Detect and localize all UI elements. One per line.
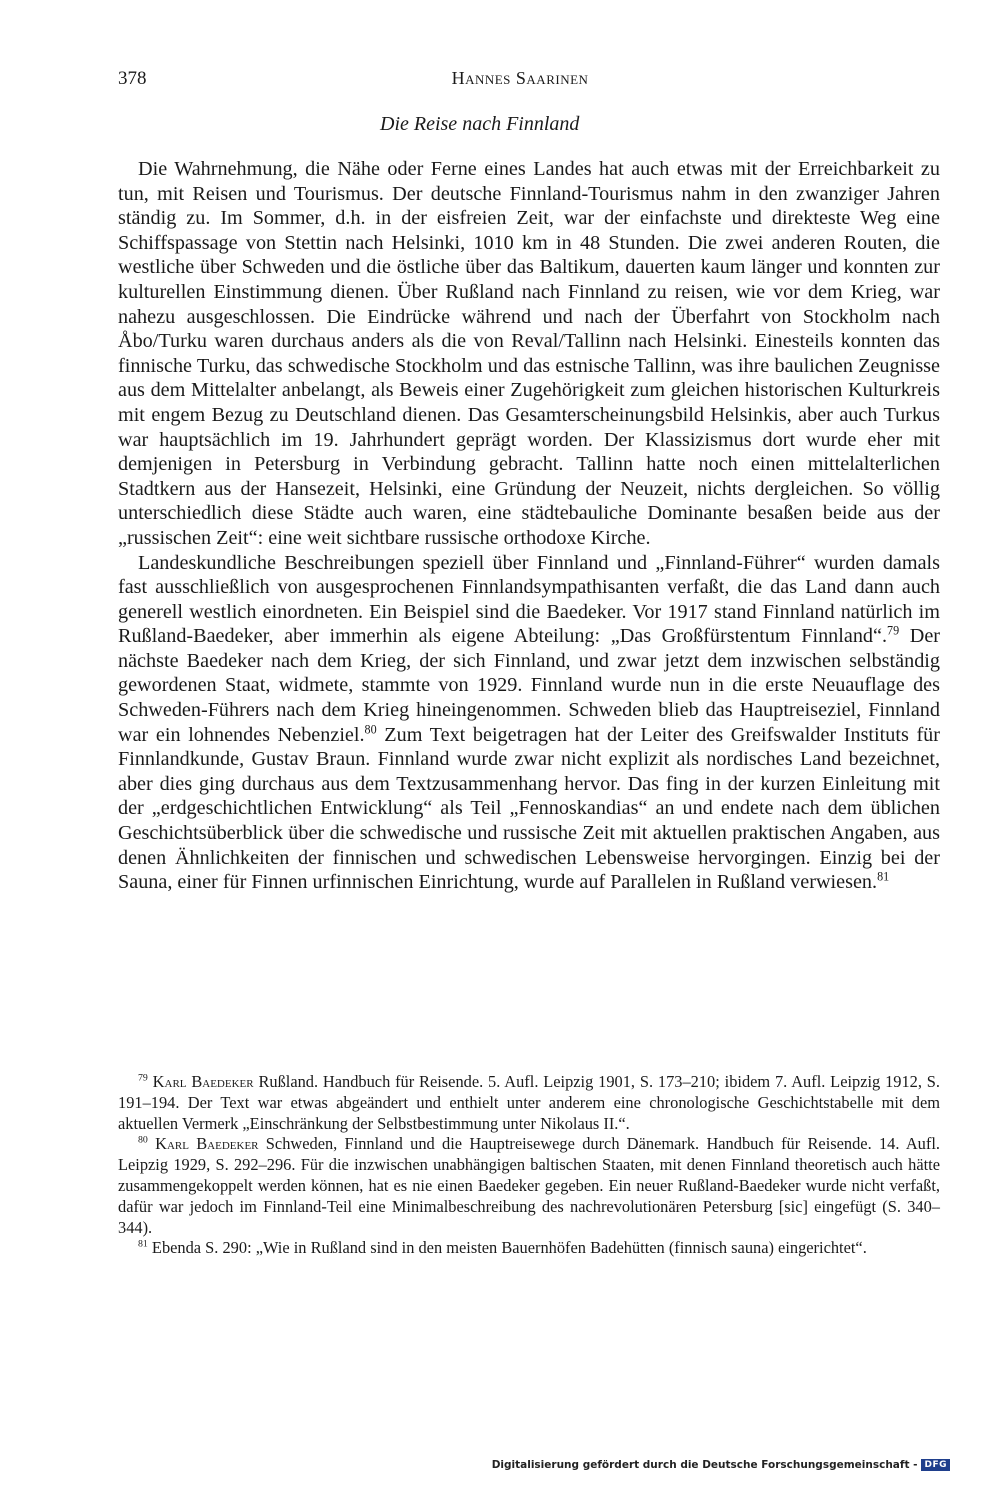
footnote-author: Karl Baedeker [152,1072,254,1091]
footnote-number: 79 [138,1072,148,1084]
paragraph-text: Der nächste Baedeker nach dem Krieg, der sich Finnland, und zwar jetzt dem inzwischen selbständig gewordenen Staat, widmete, stammte von 1929. Finnland wurde nun in die erste Neuauflage des Schweden-Führers nach dem Krieg hineingenommen. Schweden blieb das Hauptreiseziel, Finnland war ein lohnendes Nebenziel. [118,625,940,746]
footnote-ref[interactable]: 81 [877,869,890,884]
footnotes [118,1072,940,1259]
paragraph [118,551,940,895]
footnote [118,1072,940,1134]
page-number: 378 [118,68,147,89]
footnote-text: Ebenda S. 290: „Wie in Rußland sind in den meisten Bauernhöfen Badehütten (finnisch sauna) eingerichtet“. [147,1238,867,1258]
running-head: Hannes Saarinen [451,68,589,88]
footnote [118,1238,940,1259]
footnote-text: Schweden, Finnland und die Hauptreisewege durch Dänemark. Handbuch für Reisende. 14. Aufl. Leipzig 1929, S. 292–296. Für die inzwischen unabhängigen baltischen Staaten, mit denen Finnland theoretisch auch hätte zusammengekoppelt werden können, hat es nie einen Baedeker gegeben. Ein neuer Rußland-Baedeker wurde nicht verfaßt, dafür war jedoch im Finnland-Teil eine Minimalbeschreibung des nachrevolutionären Petersburg [sic] eingefügt (S. 340–344). [118,1134,940,1237]
digitization-note [492,1459,950,1471]
paragraph-text: Landeskundliche Beschreibungen speziell über Finnland und „Finnland-Führer“ wurden damals fast ausschließlich von ausgesprochenen Finnlandsympathisanten verfaßt, die das Land dann auch generell westlich einordneten. Ein Beispiel sind die Baedeker. Vor 1917 stand Finnland natürlich im Rußland-Baedeker, aber immerhin als eigene Abteilung: „Das Großfürstentum Finnland“. [118,551,940,648]
dfg-logo: DFG [921,1459,950,1471]
footnote-author: Karl Baedeker [155,1134,259,1154]
body-text [118,157,940,895]
footnote-number: 81 [138,1238,148,1250]
paragraph-text: Zum Text beigetragen hat der Leiter des Greifswalder Instituts für Finnlandkunde, Gustav Braun. Finnland wurde zwar nicht explizit als nordisches Land bezeichnet, aber dies ging durchaus aus dem Textzusammenhang hervor. Das fing in der kurzen Einleitung mit der „erdgeschichtlichen Entwicklung“ als Teil „Fennoskandias“ an und endete nach dem üblichen Geschichtsüberblick über die schwedische und russische Zeit mit aktuellen praktischen Angaben, aus denen Ähnlichkeiten der finnischen und schwedischen Lebensweise hervorgingen. Einzig bei der Sauna, einer für Finnen urfinnischen Einrichtung, wurde auf Parallelen in Rußland verwiesen. [118,723,940,894]
footnote [118,1134,940,1238]
digitization-text: Digitalisierung gefördert durch die Deutsche Forschungsgemeinschaft - [491,1459,918,1471]
footnote-ref[interactable]: 79 [887,623,900,638]
section-heading: Die Reise nach Finnland [380,113,580,135]
footnote-text: Rußland. Handbuch für Reisende. 5. Aufl. Leipzig 1901, S. 173–210; ibidem 7. Aufl. Leipzig 1912, S. 191–194. Der Text war etwas abgeändert und enthielt unter anderem eine chronologische Geschichtstabelle mit dem aktuellen Vermerk „Einschränkung der Selbstbestimmung unter Nikolaus II.“. [118,1072,940,1133]
footnote-ref[interactable]: 80 [364,721,377,736]
paragraph: Die Wahrnehmung, die Nähe oder Ferne eines Landes hat auch etwas mit der Erreichbarkeit zu tun, mit Reisen und Tourismus. Der deutsche Finnland-Tourismus nahm in den zwanziger Jahren ständig zu. Im Sommer, d.h. in der eisfreien Zeit, war der einfachste und direkteste Weg eine Schiffspassage von Stettin nach Helsinki, 1010 km in 48 Stunden. Die zwei anderen Routen, die westliche über Schweden und die östliche über das Baltikum, dauerten kaum länger und konnten zur kulturellen Einstimmung dienen. Über Rußland nach Finnland zu reisen, wie vor dem Krieg, war nahezu ausgeschlossen. Die Eindrücke während und nach der Überfahrt von Stockholm nach Åbo/Turku waren durchaus anders als die von Reval/Tallinn nach Helsinki. Einesteils konnten das finnische Turku, das schwedische Stockholm und das estnische Tallinn, was ihre baulichen Zeugnisse aus dem Mittelalter anbelangt, als Beweis einer Zugehörigkeit zum gleichen historischen Kulturkreis mit engem Bezug zu Deutschland dienen. Das Gesamterscheinungsbild Helsinkis, aber auch Turkus war hauptsächlich im 19. Jahrhundert geprägt worden. Der Klassizismus dort wurde eher mit demjenigen in Petersburg in Verbindung gebracht. Tallinn hatte noch einen mittelalterlichen Stadtkern aus der Hansezeit, Helsinki, eine Gründung der Neuzeit, nichts dergleichen. So völlig unterschiedlich diese Städte auch waren, eine städtebauliche Dominante besaßen beide aus der „russischen Zeit“: eine weit sichtbare russische orthodoxe Kirche. [118,158,940,549]
footnote-number: 80 [138,1134,148,1146]
